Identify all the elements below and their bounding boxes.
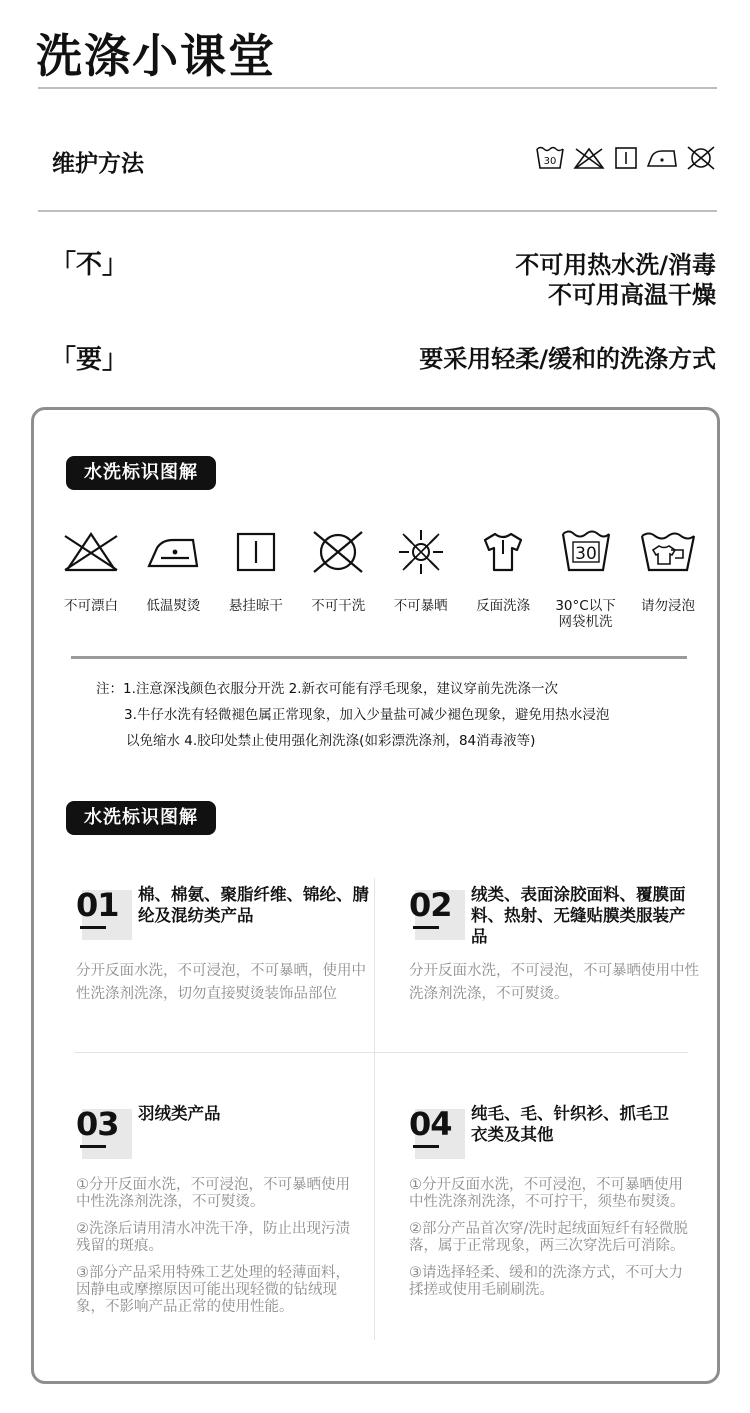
symbol-label: 30°C以下 网袋机洗 xyxy=(555,598,616,630)
card-number-text: 03 xyxy=(76,1105,119,1143)
page-title: 洗涤小课堂 xyxy=(36,29,276,83)
rule-dont-line: 不可用高温干燥 xyxy=(548,281,716,309)
wash-symbol-list xyxy=(52,528,707,630)
svg-text:30: 30 xyxy=(543,156,557,167)
rule-dont-line: 不可用热水洗/消毒 xyxy=(515,251,716,279)
symbol-label: 不可漂白 xyxy=(64,598,118,614)
no-dry-clean-icon xyxy=(308,528,368,576)
card-title: 羽绒类产品 xyxy=(138,1104,221,1123)
svg-text:30: 30 xyxy=(574,544,597,564)
no-soak-icon xyxy=(639,528,697,576)
card-title: 纯毛、毛、针织衫、抓毛卫衣类及其他 xyxy=(471,1104,669,1144)
reverse-shirt-icon xyxy=(479,528,527,576)
rule-do-text xyxy=(419,344,716,374)
laundry-info-panel xyxy=(31,407,720,1384)
card-desc-para: ①分开反面水洗，不可浸泡，不可暴晒使用中性洗涤剂洗涤，不可拧干，须垫布熨烫。 xyxy=(409,1177,685,1210)
card-desc-para: 分开反面水洗，不可浸泡，不可暴晒，使用中性洗涤剂洗涤，切勿直接熨烫装饰品部位 xyxy=(76,963,366,1002)
rule-dont-text xyxy=(515,250,716,310)
card-number-underline xyxy=(413,926,439,929)
symbol-item xyxy=(299,528,377,630)
symbol-label: 悬挂晾干 xyxy=(228,598,283,614)
symbol-item xyxy=(134,528,212,630)
card-desc-para: ③部分产品采用特殊工艺处理的轻薄面料，因静电或摩擦原因可能出现轻微的钻绒现象，不影响产品正常的使用性能。 xyxy=(76,1265,350,1315)
symbol-label: 不可暴晒 xyxy=(393,598,448,614)
wash-30-icon xyxy=(536,146,564,170)
low-iron-icon xyxy=(145,528,201,576)
low-iron-icon xyxy=(646,146,678,170)
note-line: 以免缩水 4.胶印处禁止使用强化剂洗涤(如彩漂洗涤剂，84消毒液等) xyxy=(126,733,536,749)
card-number xyxy=(76,884,130,938)
card-description xyxy=(76,960,376,1016)
rule-dont-bracket: 「不」 xyxy=(50,250,129,280)
card-number-text: 01 xyxy=(76,886,119,924)
symbol-item xyxy=(547,528,625,630)
card-desc-para: ②部分产品首次穿/洗时起绒面短纤有轻微脱落，属于正常现象，两三次穿洗后可消除。 xyxy=(409,1221,688,1254)
no-dry-clean-icon xyxy=(686,146,716,170)
symbol-label: 请勿浸泡 xyxy=(640,598,695,614)
card-number-underline xyxy=(80,1145,106,1148)
hang-dry-icon xyxy=(614,146,638,170)
symbol-item xyxy=(464,528,542,630)
card-number xyxy=(409,884,463,938)
card-desc-para: ②洗涤后请用清水冲洗干净，防止出现污渍残留的斑痕。 xyxy=(76,1221,350,1254)
note-line: 3.牛仔水洗有轻微褪色属正常现象，加入少量盐可减少褪色现象，避免用热水浸泡 xyxy=(124,707,610,723)
symbol-label: 不可干洗 xyxy=(311,598,366,614)
card-desc-para: ③请选择轻柔、缓和的洗涤方式，不可大力揉搓或使用毛刷刷洗。 xyxy=(409,1265,683,1298)
care-icon-row xyxy=(536,146,716,170)
rule-do-bracket: 「要」 xyxy=(50,345,129,375)
card-number-underline xyxy=(80,926,106,929)
card-number-text: 02 xyxy=(409,886,452,924)
wash-30-icon xyxy=(560,528,612,576)
no-sun-icon xyxy=(395,528,447,576)
symbol-label: 反面洗涤 xyxy=(476,598,531,614)
wash-notes xyxy=(96,676,706,754)
care-method-label: 维护方法 xyxy=(52,151,144,177)
symbol-item xyxy=(52,528,130,630)
symbol-label: 低温熨烫 xyxy=(146,598,201,614)
symbol-item xyxy=(382,528,460,630)
card-desc-para: ①分开反面水洗，不可浸泡，不可暴晒使用中性洗涤剂洗涤，不可熨烫。 xyxy=(76,1177,350,1210)
card-title: 绒类、表面涂胶面料、覆膜面料、热射、无缝贴膜类服装产品 xyxy=(471,885,686,946)
symbol-item xyxy=(217,528,295,630)
card-number-text: 04 xyxy=(409,1105,452,1143)
card-description xyxy=(409,960,709,1016)
card-description xyxy=(76,1177,361,1326)
care-divider xyxy=(38,210,717,212)
note-line: 注：1.注意深浅颜色衣服分开洗 2.新衣可能有浮毛现象，建议穿前先洗涤一次 xyxy=(96,681,559,697)
card-desc-para: 分开反面水洗，不可浸泡，不可暴晒使用中性洗涤剂洗涤，不可熨烫。 xyxy=(409,963,699,1002)
hang-dry-icon xyxy=(232,528,280,576)
rule-do-line: 要采用轻柔/缓和的洗涤方式 xyxy=(419,345,716,373)
card-number-underline xyxy=(413,1145,439,1148)
section-title-categories: 水洗标识图解 xyxy=(66,801,216,835)
grid-horizontal-line xyxy=(74,1052,688,1053)
symbols-divider xyxy=(71,656,687,659)
card-number xyxy=(409,1103,463,1157)
symbol-item xyxy=(629,528,707,630)
no-bleach-icon xyxy=(61,528,121,576)
header-divider xyxy=(38,87,717,89)
section-title-symbols: 水洗标识图解 xyxy=(66,456,216,490)
card-description xyxy=(409,1177,694,1309)
no-bleach-icon xyxy=(572,146,606,170)
card-title: 棉、棉氨、聚脂纤维、锦纶、腈纶及混纺类产品 xyxy=(138,885,369,925)
card-number xyxy=(76,1103,130,1157)
